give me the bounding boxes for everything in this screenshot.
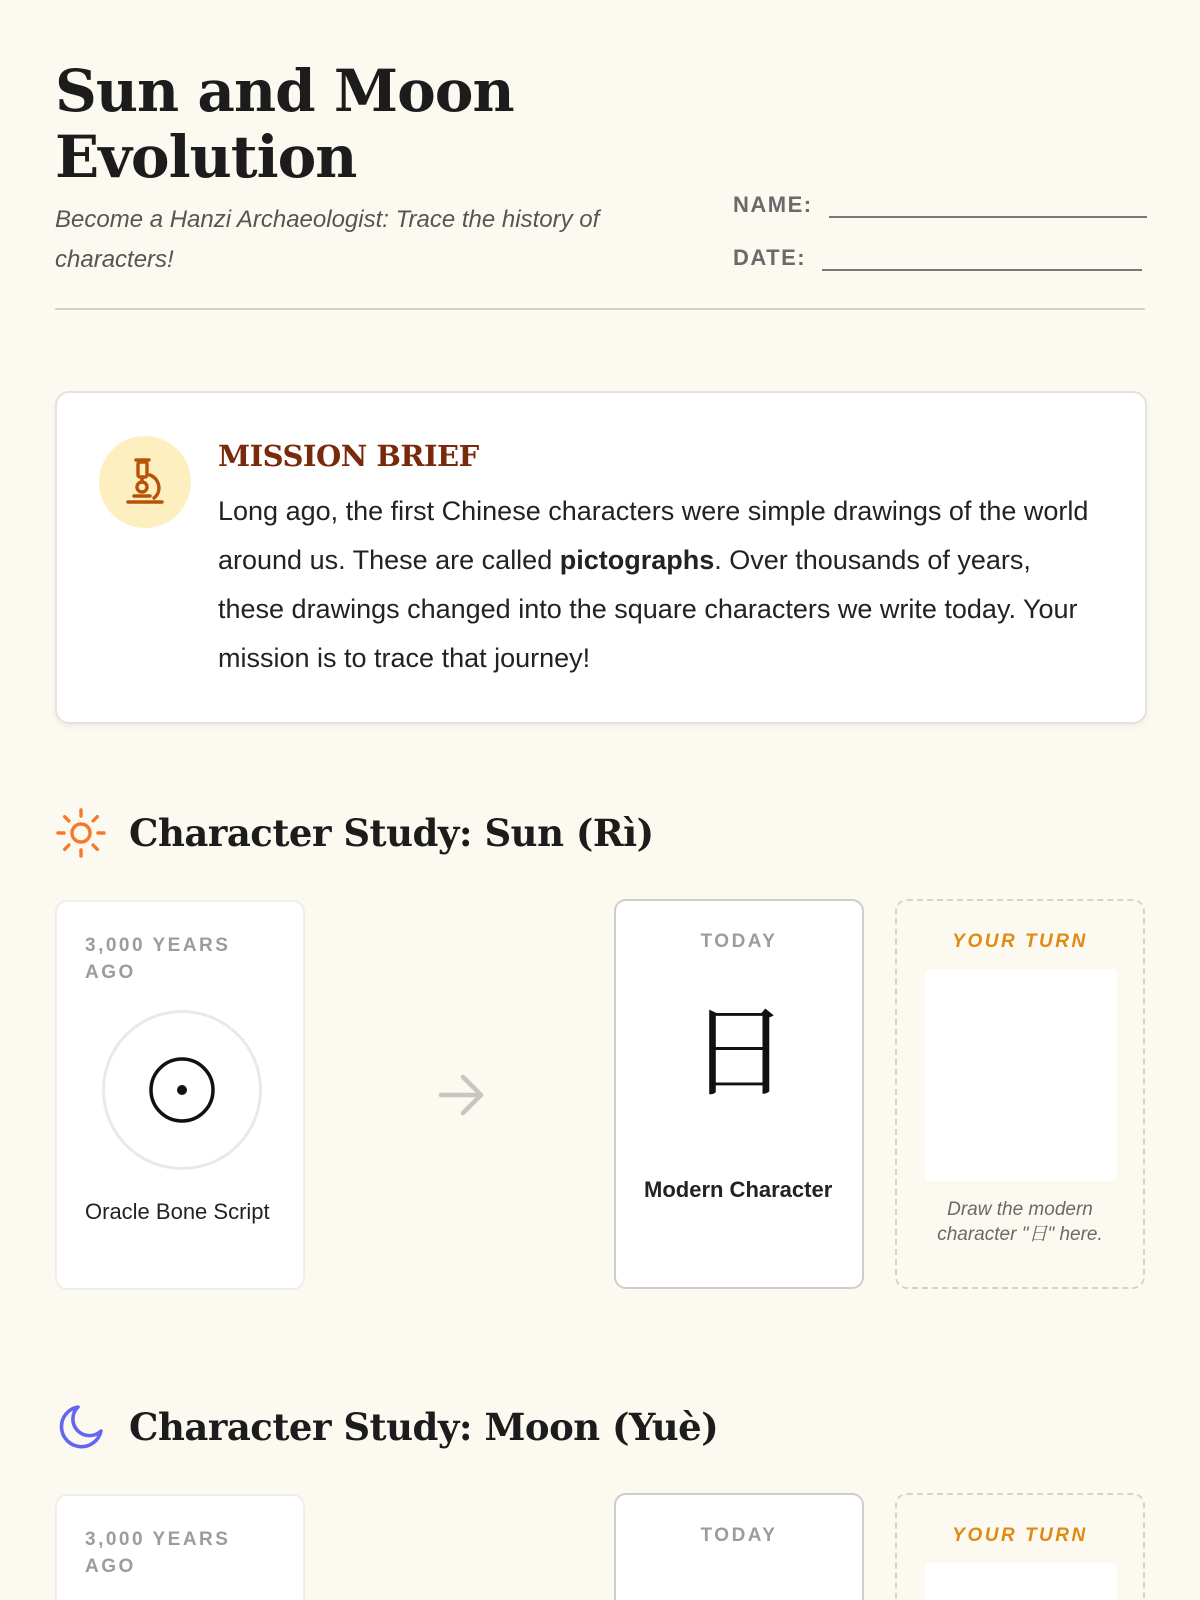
mission-body-text-1: Long ago, the first Chinese characters were simple drawings of the world around us. These are called: [218, 496, 1089, 575]
sun-drawing-area[interactable]: [925, 969, 1117, 1181]
arrow-right-icon: [437, 1070, 487, 1125]
page-title: Sun and Moon Evolution: [55, 57, 514, 191]
mission-body-text-2: . Over thousands of years, these drawings changed into the square characters we write today. Your mission is to trace that journey!: [218, 545, 1078, 673]
moon-study-heading: [55, 1401, 718, 1453]
date-field[interactable]: [733, 245, 1142, 271]
moon-drawing-area[interactable]: [925, 1563, 1117, 1600]
sun-ancient-caption: Oracle Bone Script: [85, 1199, 270, 1224]
sun-turn-caption: Draw the modern character "日" here.: [937, 1199, 1103, 1245]
name-input-line[interactable]: [829, 194, 1147, 218]
mission-body: [218, 487, 1098, 683]
date-input-line[interactable]: [822, 247, 1142, 271]
sun-study-heading: [55, 807, 654, 859]
sun-study-title: Character Study: Sun (Rì): [129, 811, 654, 855]
sun-your-turn-card: [895, 899, 1145, 1289]
moon-ancient-label: 3,000 YEARS AGO: [85, 1529, 231, 1577]
microscope-icon: [99, 436, 191, 528]
sun-modern-label: TODAY: [700, 931, 778, 952]
mission-brief-card: [55, 391, 1147, 724]
sun-modern-card: [614, 899, 864, 1289]
date-label: DATE:: [733, 245, 807, 270]
moon-your-turn-card: [895, 1493, 1145, 1600]
worksheet-header: [55, 0, 1145, 310]
moon-turn-label: YOUR TURN: [952, 1525, 1088, 1546]
sun-modern-caption: Modern Character: [644, 1177, 833, 1202]
sun-turn-label: YOUR TURN: [952, 931, 1088, 952]
moon-ancient-card: [55, 1494, 305, 1600]
sun-icon: [55, 807, 107, 859]
sun-ancient-card: [55, 900, 305, 1290]
name-field[interactable]: [733, 192, 1147, 218]
moon-modern-card: [614, 1493, 864, 1600]
page-subtitle: Become a Hanzi Archaeologist: Trace the history of characters!: [55, 206, 600, 273]
moon-modern-label: TODAY: [700, 1525, 778, 1546]
sun-ancient-label: 3,000 YEARS AGO: [85, 935, 231, 983]
sun-modern-glyph: 日: [689, 994, 789, 1111]
mission-keyword: pictographs: [559, 545, 715, 575]
name-label: NAME:: [733, 192, 813, 217]
sun-oracle-glyph: [102, 1010, 262, 1170]
moon-study-title: Character Study: Moon (Yuè): [129, 1405, 719, 1449]
mission-title: MISSION BRIEF: [218, 439, 479, 473]
moon-icon: [55, 1401, 107, 1453]
